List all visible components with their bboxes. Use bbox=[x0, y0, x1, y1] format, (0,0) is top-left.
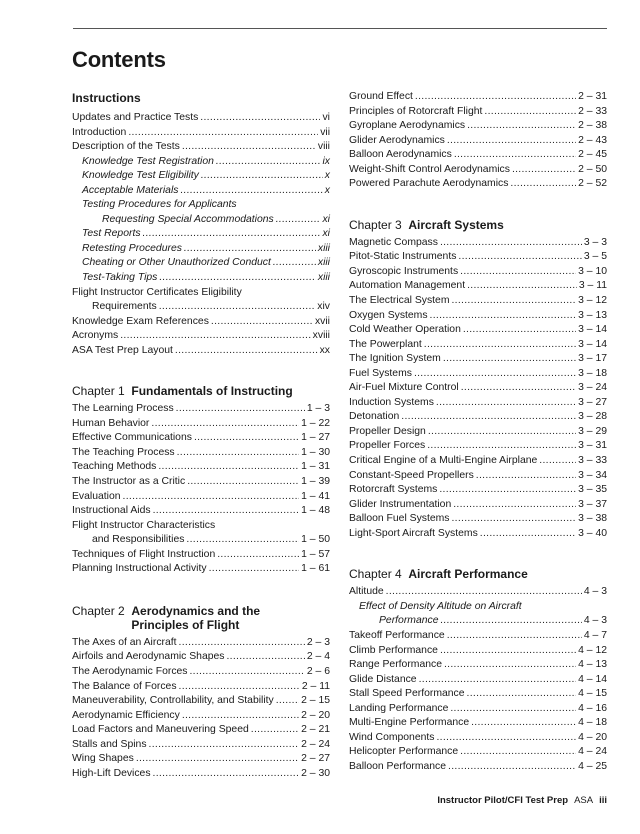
toc-entry[interactable]: Helicopter Performance ..... 4 – 24 bbox=[349, 745, 607, 760]
toc-entry[interactable]: The Powerplant ..... 3 – 14 bbox=[349, 338, 607, 353]
toc-entry[interactable]: Multi-Engine Performance ..... 4 – 18 bbox=[349, 716, 607, 731]
toc-entry[interactable]: Takeoff Performance ..... 4 – 7 bbox=[349, 629, 607, 644]
toc-subentry[interactable]: Acceptable Materials ..... x bbox=[72, 184, 330, 199]
toc-entry[interactable]: Principles of Rotorcraft Flight ..... 2 – 33 bbox=[349, 105, 607, 120]
toc-entry[interactable]: Magnetic Compass ..... 3 – 3 bbox=[349, 236, 607, 251]
toc-entry[interactable]: Flight Instructor Characteristics and Responsibilities ..... 1 – 50 bbox=[72, 519, 330, 548]
toc-subentry[interactable]: Effect of Density Altitude on Aircraft Performance ..... 4 – 3 bbox=[349, 600, 607, 629]
toc-entry[interactable]: Propeller Forces ..... 3 – 31 bbox=[349, 439, 607, 454]
left-column bbox=[72, 90, 330, 781]
toc-subentry[interactable]: Knowledge Test Registration ..... ix bbox=[72, 155, 330, 170]
toc-entry[interactable]: Constant-Speed Propellers ..... 3 – 34 bbox=[349, 469, 607, 484]
toc-entry[interactable]: Fuel Systems ..... 3 – 18 bbox=[349, 367, 607, 382]
toc-entry[interactable]: Pitot-Static Instruments ..... 3 – 5 bbox=[349, 250, 607, 265]
toc-entry[interactable]: Altitude ..... 4 – 3 bbox=[349, 585, 607, 600]
toc-entry[interactable]: The Instructor as a Critic ..... 1 – 39 bbox=[72, 475, 330, 490]
toc-entry[interactable]: Wing Shapes ..... 2 – 27 bbox=[72, 752, 330, 767]
toc-entry[interactable]: Introduction ..... vii bbox=[72, 126, 330, 141]
toc-entry[interactable]: Rotorcraft Systems ..... 3 – 35 bbox=[349, 483, 607, 498]
toc-entry[interactable]: Climb Performance ..... 4 – 12 bbox=[349, 644, 607, 659]
toc-entry[interactable]: Weight-Shift Control Aerodynamics ..... 2 – 50 bbox=[349, 163, 607, 178]
toc-entry[interactable]: Gyroscopic Instruments ..... 3 – 10 bbox=[349, 265, 607, 280]
toc-entry[interactable]: ASA Test Prep Layout ..... xx bbox=[72, 344, 330, 359]
toc-entry[interactable]: Updates and Practice Tests ..... vi bbox=[72, 111, 330, 126]
toc-entry[interactable]: Induction Systems ..... 3 – 27 bbox=[349, 396, 607, 411]
toc-entry[interactable]: Propeller Design ..... 3 – 29 bbox=[349, 425, 607, 440]
toc-entry[interactable]: Maneuverability, Controllability, and Stability ..... 2 – 15 bbox=[72, 694, 330, 709]
toc-entry[interactable]: Critical Engine of a Multi-Engine Airplane ..... 3 – 33 bbox=[349, 454, 607, 469]
toc-subentry[interactable]: Knowledge Test Eligibility ..... x bbox=[72, 169, 330, 184]
toc-entry[interactable]: The Aerodynamic Forces ..... 2 – 6 bbox=[72, 665, 330, 680]
toc-entry[interactable]: Detonation ..... 3 – 28 bbox=[349, 410, 607, 425]
chapter-1-heading: Chapter 1 Fundamentals of Instructing bbox=[72, 384, 293, 399]
toc-entry[interactable]: The Axes of an Aircraft ..... 2 – 3 bbox=[72, 636, 330, 651]
chapter-4-heading: Chapter 4 Aircraft Performance bbox=[349, 567, 528, 582]
toc-entry[interactable]: Glider Instrumentation ..... 3 – 37 bbox=[349, 498, 607, 513]
footer-page-number: iii bbox=[599, 795, 607, 806]
toc-entry[interactable]: Stall Speed Performance ..... 4 – 15 bbox=[349, 687, 607, 702]
top-rule bbox=[73, 28, 607, 29]
toc-entry[interactable]: Instructional Aids ..... 1 – 48 bbox=[72, 504, 330, 519]
toc-entry[interactable]: Automation Management ..... 3 – 11 bbox=[349, 279, 607, 294]
toc-entry[interactable]: Oxygen Systems ..... 3 – 13 bbox=[349, 309, 607, 324]
toc-entry[interactable]: High-Lift Devices ..... 2 – 30 bbox=[72, 767, 330, 782]
toc-entry[interactable]: The Ignition System ..... 3 – 17 bbox=[349, 352, 607, 367]
toc-entry[interactable]: Flight Instructor Certificates Eligibility Requirements ..... xiv bbox=[72, 286, 330, 315]
toc-subentry[interactable]: Cheating or Other Unauthorized Conduct ..... xiii bbox=[72, 256, 330, 271]
chapter-2-heading: Chapter 2 Aerodynamics and the Principles of Flight bbox=[72, 603, 261, 632]
toc-entry[interactable]: Teaching Methods ..... 1 – 31 bbox=[72, 460, 330, 475]
toc-entry[interactable]: Glide Distance ..... 4 – 14 bbox=[349, 673, 607, 688]
toc-entry[interactable]: Balloon Performance ..... 4 – 25 bbox=[349, 760, 607, 775]
footer-publisher: ASA bbox=[574, 795, 594, 806]
toc-entry[interactable]: Wind Components ..... 4 – 20 bbox=[349, 731, 607, 746]
toc-entry[interactable]: Ground Effect ..... 2 – 31 bbox=[349, 90, 607, 105]
right-column bbox=[349, 90, 607, 774]
toc-entry[interactable]: The Learning Process ..... 1 – 3 bbox=[72, 402, 330, 417]
toc-entry[interactable]: Evaluation ..... 1 – 41 bbox=[72, 490, 330, 505]
toc-entry[interactable]: Light-Sport Aircraft Systems ..... 3 – 40 bbox=[349, 527, 607, 542]
section-heading-instructions: Instructions bbox=[72, 91, 141, 105]
footer-book-title: Instructor Pilot/CFI Test Prep bbox=[437, 795, 569, 806]
toc-entry[interactable]: The Balance of Forces ..... 2 – 11 bbox=[72, 680, 330, 695]
toc-entry[interactable]: Aerodynamic Efficiency ..... 2 – 20 bbox=[72, 709, 330, 724]
toc-entry[interactable]: Planning Instructional Activity ..... 1 – 61 bbox=[72, 562, 330, 577]
toc-entry[interactable]: Range Performance ..... 4 – 13 bbox=[349, 658, 607, 673]
toc-entry[interactable]: Acronyms ..... xviii bbox=[72, 329, 330, 344]
toc-entry[interactable]: Gyroplane Aerodynamics ..... 2 – 38 bbox=[349, 119, 607, 134]
toc-entry[interactable]: Balloon Aerodynamics ..... 2 – 45 bbox=[349, 148, 607, 163]
toc-subentry[interactable]: Test-Taking Tips ..... xiii bbox=[72, 271, 330, 286]
toc-subentry[interactable]: Retesting Procedures ..... xiii bbox=[72, 242, 330, 257]
toc-subentry[interactable]: Test Reports ..... xi bbox=[72, 227, 330, 242]
toc-entry[interactable]: Balloon Fuel Systems ..... 3 – 38 bbox=[349, 512, 607, 527]
toc-entry[interactable]: Effective Communications ..... 1 – 27 bbox=[72, 431, 330, 446]
toc-entry[interactable]: Knowledge Exam References ..... xvii bbox=[72, 315, 330, 330]
toc-entry[interactable]: Airfoils and Aerodynamic Shapes ..... 2 – 4 bbox=[72, 650, 330, 665]
toc-entry[interactable]: The Electrical System ..... 3 – 12 bbox=[349, 294, 607, 309]
toc-subentry[interactable]: Testing Procedures for Applicants Requesting Special Accommodations ..... xi bbox=[72, 198, 330, 227]
page-footer bbox=[437, 795, 607, 806]
toc-entry[interactable]: Human Behavior ..... 1 – 22 bbox=[72, 417, 330, 432]
toc-entry[interactable]: Stalls and Spins ..... 2 – 24 bbox=[72, 738, 330, 753]
toc-entry[interactable]: Cold Weather Operation ..... 3 – 14 bbox=[349, 323, 607, 338]
toc-entry[interactable]: The Teaching Process ..... 1 – 30 bbox=[72, 446, 330, 461]
toc-entry[interactable]: Description of the Tests ..... viii bbox=[72, 140, 330, 155]
toc-entry[interactable]: Powered Parachute Aerodynamics ..... 2 – 52 bbox=[349, 177, 607, 192]
toc-entry[interactable]: Load Factors and Maneuvering Speed ..... 2 – 21 bbox=[72, 723, 330, 738]
toc-entry[interactable]: Glider Aerodynamics ..... 2 – 43 bbox=[349, 134, 607, 149]
toc-entry[interactable]: Landing Performance ..... 4 – 16 bbox=[349, 702, 607, 717]
toc-entry[interactable]: Air-Fuel Mixture Control ..... 3 – 24 bbox=[349, 381, 607, 396]
chapter-3-heading: Chapter 3 Aircraft Systems bbox=[349, 217, 504, 232]
page-title: Contents bbox=[72, 47, 166, 72]
toc-entry[interactable]: Techniques of Flight Instruction ..... 1 – 57 bbox=[72, 548, 330, 563]
